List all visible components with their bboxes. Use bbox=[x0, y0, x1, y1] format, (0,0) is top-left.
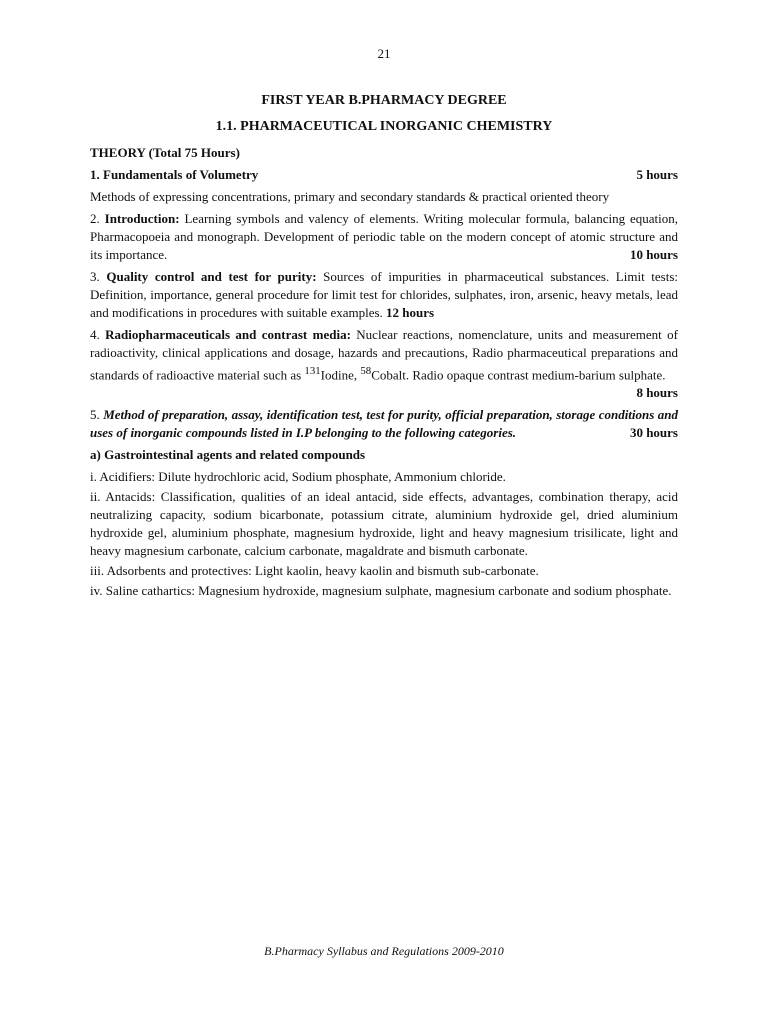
section-2-number: 2. bbox=[90, 211, 100, 226]
page-footer: B.Pharmacy Syllabus and Regulations 2009-2010 bbox=[264, 944, 504, 958]
section-4-number: 4. bbox=[90, 327, 100, 342]
isotope-mass-131: 131 bbox=[304, 365, 321, 377]
list-item: iv. Saline cathartics: Magnesium hydroxide, magnesium sulphate, magnesium carbonate and sodium phosphate. bbox=[90, 583, 672, 599]
section-3-hours: 12 hours bbox=[386, 305, 435, 320]
section-2-text: Learning symbols and valency of elements. Writing molecular formula, balancing equation, Pharmacopoeia and monograph. Development of periodic table on the modern concept of atomic structure and its importance. bbox=[90, 211, 679, 262]
section-4-title: Radiopharmaceuticals and contrast media: bbox=[105, 327, 351, 342]
section-3-text: Sources of impurities in pharmaceutical substances. Limit tests: Definition, importance, general procedure for limit test for chlorides, sulphates, iron, arsenic, heavy metals, lead and modifications in procedures with suitable examples. bbox=[90, 269, 679, 320]
subsection-a-label: a) bbox=[90, 447, 101, 463]
list-item: iii. Adsorbents and protectives: Light kaolin, heavy kaolin and bismuth sub-carbonate. bbox=[90, 563, 539, 579]
section-1-text: Methods of expressing concentrations, primary and secondary standards & practical oriented theory bbox=[90, 189, 610, 204]
section-2 bbox=[90, 210, 678, 264]
section-5 bbox=[90, 406, 678, 442]
section-2-title: Introduction: bbox=[104, 211, 180, 226]
section-1-title: Fundamentals of Volumetry bbox=[103, 167, 259, 182]
page-number: 21 bbox=[377, 46, 391, 61]
section-4-hours: 8 hours bbox=[636, 385, 678, 401]
section-5-number: 5. bbox=[90, 407, 100, 423]
section-4 bbox=[90, 326, 678, 402]
isotope-cobalt: Cobalt. bbox=[371, 367, 410, 383]
section-1-hours: 5 hours bbox=[636, 167, 678, 182]
course-heading: 1.1. PHARMACEUTICAL INORGANIC CHEMISTRY bbox=[215, 119, 553, 134]
list-item: i. Acidifiers: Dilute hydrochloric acid, Sodium phosphate, Ammonium chloride. bbox=[90, 469, 506, 485]
section-4-text-b: Radio opaque contrast medium-barium sulphate. bbox=[412, 367, 666, 383]
section-1-number: 1. bbox=[90, 167, 100, 182]
section-5-hours: 30 hours bbox=[629, 425, 678, 441]
section-3-title: Quality control and test for purity: bbox=[106, 269, 317, 284]
syllabus-body bbox=[90, 144, 678, 602]
list-item: ii. Antacids: Classification, qualities of an ideal antacid, side effects, advantages, combination therapy, acid neutralizing capacity, sodium bicarbonate, potassium citrate, aluminium hydroxide gel, dried aluminium hydroxide gel, aluminium phosphate, magnesium hydroxide, light and heavy magnesium trisilicate, light and heavy magnesium carbonate, calcium carbonate, magaldrate and bismuth carbonate. bbox=[90, 489, 678, 559]
section-3-number: 3. bbox=[90, 269, 100, 284]
theory-heading: THEORY (Total 75 Hours) bbox=[90, 145, 240, 160]
section-1-heading bbox=[90, 166, 678, 184]
isotope-mass-58: 58 bbox=[360, 365, 372, 377]
section-2-hours: 10 hours bbox=[629, 247, 678, 262]
section-5-title: Method of preparation, assay, identification test, test for purity, official preparation, storage conditions and uses of inorganic compounds listed in I.P belonging to the following categories. bbox=[90, 407, 678, 441]
degree-heading: FIRST YEAR B.PHARMACY DEGREE bbox=[261, 93, 507, 108]
section-3 bbox=[90, 268, 678, 322]
subsection-a-title: Gastrointestinal agents and related compounds bbox=[104, 447, 366, 463]
section-4-text: Nuclear reactions, nomenclature, units and measurement of radioactivity, clinical applications and dosage, hazards and precautions, Radio pharmaceutical preparations and standards of radioactive material such as bbox=[90, 327, 678, 383]
isotope-iodine: Iodine, bbox=[320, 367, 358, 383]
subsection-a-heading bbox=[90, 446, 678, 464]
